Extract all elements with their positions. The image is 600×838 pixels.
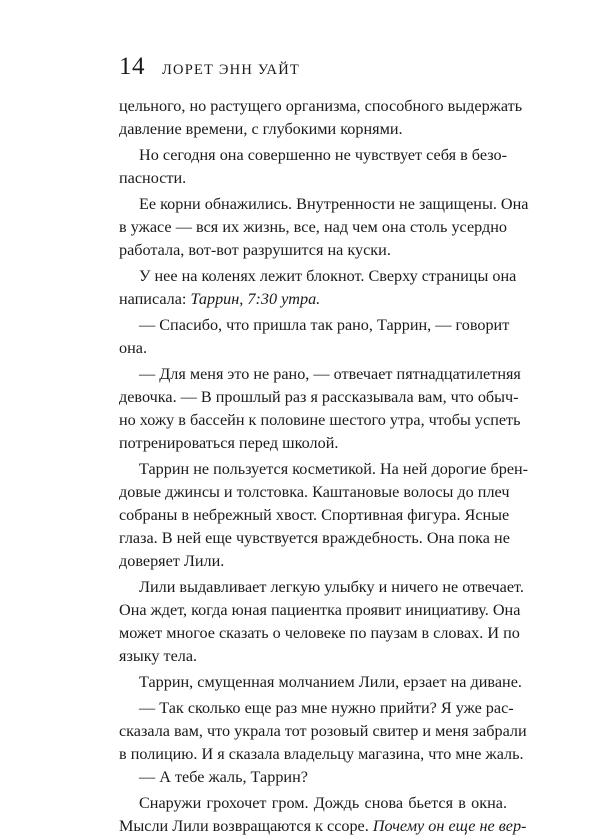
text-line: Таррин не пользуется косметикой. На ней дорогие брен- — [139, 460, 529, 478]
text-line: в ужасе — вся их жизнь, все, над чем она столь усердно — [119, 218, 507, 236]
text-line: Снаружи грохочет гром. Дождь снова бьется в окна. — [139, 794, 507, 812]
author-name: ЛОРЕТ ЭНН УАЙТ — [162, 62, 300, 78]
text-line: девочка. — В прошлый раз я рассказывала вам, что обыч- — [119, 388, 519, 406]
text-line: пасности. — [119, 169, 187, 187]
page-number: 14 — [119, 53, 145, 80]
text-line: потренироваться перед школой. — [119, 434, 339, 452]
text-line: в полицию. И я сказала владельцу магазина, что мне жаль. — [119, 745, 524, 763]
text-line — [119, 815, 527, 838]
text-line: Но сегодня она совершенно не чувствует себя в безо- — [139, 146, 507, 164]
text-line: цельного, но растущего организма, способного выдержать — [119, 97, 523, 115]
text-fragment: написала: — [119, 290, 191, 308]
text-line: Ее корни обнажились. Внутренности не защищены. Она — [139, 195, 529, 213]
text-line: — Для меня это не рано, — отвечает пятнадцатилетняя — [139, 365, 521, 383]
text-line: — А тебе жаль, Таррин? — [139, 768, 308, 786]
text-line: языку тела. — [119, 647, 198, 665]
text-line: — Спасибо, что пришла так рано, Таррин, — говорит — [139, 316, 510, 334]
text-line: сказала вам, что украла тот розовый свитер и меня забрали — [119, 722, 527, 740]
text-line: глаза. В ней еще чувствуется враждебность. Она пока не — [119, 529, 510, 547]
text-line: Лили выдавливает легкую улыбку и ничего не отвечает. — [139, 578, 524, 596]
body-text — [119, 95, 529, 838]
running-header — [119, 52, 300, 82]
text-line: собраны в небрежный хвост. Спортивная фигура. Ясные — [119, 506, 510, 524]
text-line: она. — [119, 339, 147, 357]
text-line: работала, вот-вот разрушится на куски. — [119, 241, 391, 259]
text-line: Она ждет, когда юная пациентка проявит инициативу. Она — [119, 601, 521, 619]
italic-fragment: Таррин, 7:30 утра. — [190, 290, 321, 308]
text-line: но хожу в бассейн к половине шестого утра, чтобы успеть — [119, 411, 521, 429]
text-line: может многое сказать о человеке по паузам в словах. И по — [119, 624, 520, 642]
text-line: довые джинсы и толстовка. Каштановые волосы до плеч — [119, 483, 510, 501]
text-line: Таррин, смущенная молчанием Лили, ерзает на диване. — [139, 673, 522, 691]
text-fragment: Мысли Лили возвращаются к ссоре. — [119, 817, 373, 835]
text-line: давление времени, с глубокими корнями. — [119, 120, 403, 138]
text-line: доверяет Лили. — [119, 552, 225, 570]
text-line — [119, 288, 507, 311]
text-line: — Так сколько еще раз мне нужно прийти? Я уже рас- — [139, 699, 514, 717]
text-line: У нее на коленях лежит блокнот. Сверху страницы она — [139, 267, 517, 285]
italic-fragment: Почему он еще не вер- — [372, 817, 527, 835]
